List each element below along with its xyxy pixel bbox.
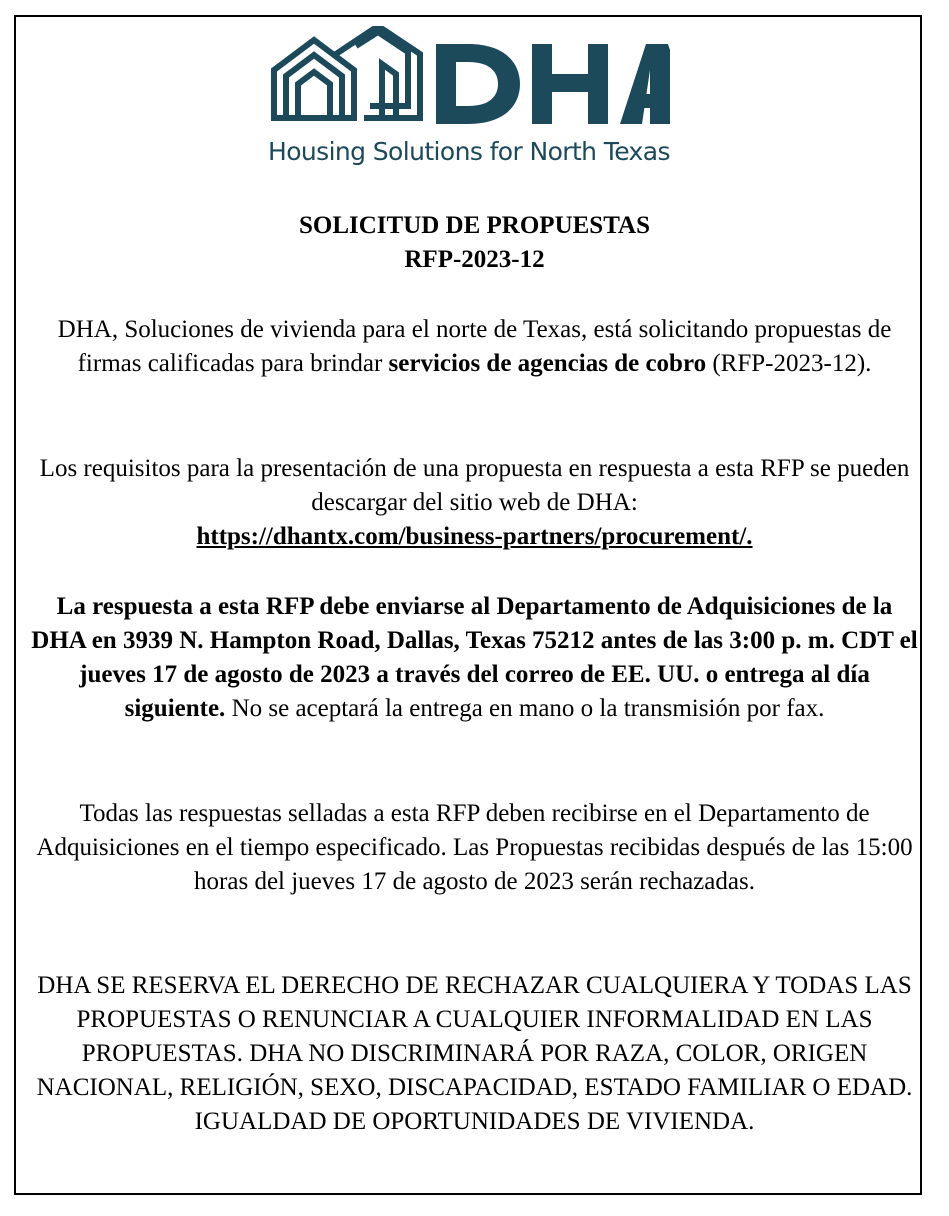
requirements-paragraph — [30, 452, 919, 554]
submission-paragraph — [30, 590, 919, 726]
requirements-text: Los requisitos para la presentación de una propuesta en respuesta a esta RFP se pueden descargar del sitio web de DHA: — [39, 455, 910, 516]
houses-outline-icon — [270, 26, 670, 146]
sealed-responses-paragraph: Todas las respuestas selladas a esta RFP deben recibirse en el Departamento de Adquisiciones en el tiempo especificado. Las Propuestas recibidas después de las 15:00 horas del jueves 17 de agosto de 2023 serán rechazadas. — [36, 800, 913, 895]
page-title: SOLICITUD DE PROPUESTAS — [298, 212, 650, 239]
intro-tail: (RFP-2023-12). — [712, 350, 872, 377]
disclaimer-paragraph: DHA SE RESERVA EL DERECHO DE RECHAZAR CUALQUIERA Y TODAS LAS PROPUESTAS O RENUNCIAR A CUALQUIER INFORMALIDAD EN LAS PROPUESTAS. DHA NO DISCRIMINARÁ POR RAZA, COLOR, ORIGEN NACIONAL, RELIGIÓN, SEXO, DISCAPACIDAD, ESTADO FAMILIAR O EDAD. IGUALDAD DE OPORTUNIDADES DE VIVIENDA. — [36, 972, 913, 1135]
intro-lead: DHA, Soluciones de vivienda para el norte de Texas, está solicitando propuestas de firmas calificadas para brindar — [57, 316, 892, 377]
intro-service: servicios de agencias de cobro — [388, 350, 707, 377]
procurement-link[interactable]: https://dhantx.com/business-partners/procurement/. — [196, 523, 753, 550]
logo-tagline: Housing Solutions for North Texas — [268, 137, 670, 166]
submission-deadline: La respuesta a esta RFP debe enviarse al Departamento de Adquisiciones de la DHA en 3939 N. Hampton Road, Dallas, Texas 75212 antes de las 3:00 p. m. CDT el jueves 17 de agosto de 2023 a través del correo de EE. UU. o entrega al día siguiente. — [31, 593, 918, 722]
rfp-number: RFP-2023-12 — [404, 246, 545, 273]
intro-paragraph — [30, 313, 919, 381]
submission-note: No se aceptará la entrega en mano o la transmisión por fax. — [231, 695, 825, 722]
